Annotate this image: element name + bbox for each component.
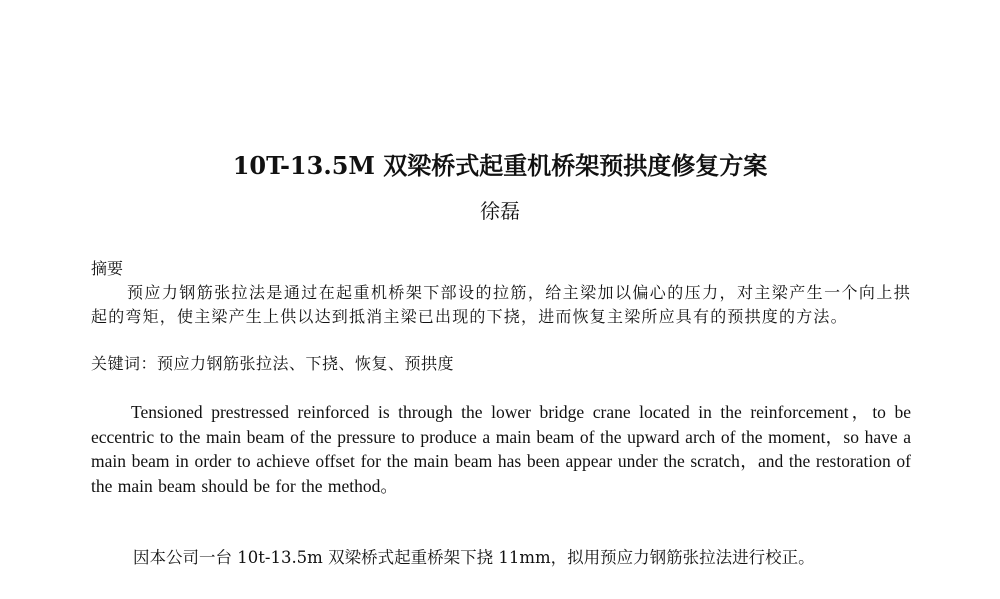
intro-paragraph: 因本公司一台 10t-13.5m 双梁桥式起重桥架下挠 11mm，拟用预应力钢筋张拉法进行校正。 — [133, 548, 815, 567]
abstract-heading: 摘要 — [91, 259, 124, 278]
english-abstract: Tensioned prestressed reinforced is through the lower bridge crane located in the reinforcement，to be eccentric to the main beam of the pressure to produce a main beam of the upward arch of the moment，so have a main beam in order to achieve offset for the main beam has been appear under the scratch，and the restoration of the main beam should be for the method。 — [91, 402, 911, 496]
keywords-line: 关键词：预应力钢筋张拉法、下挠、恢复、预拱度 — [91, 354, 455, 373]
document-title: 10T-13.5M 双梁桥式起重机桥架预拱度修复方案 — [232, 151, 768, 180]
author-name: 徐磊 — [480, 199, 520, 223]
abstract-body: 预应力钢筋张拉法是通过在起重机桥架下部设的拉筋，给主梁加以偏心的压力，对主梁产生一个向上拱起的弯矩，使主梁产生上供以达到抵消主梁已出现的下挠，进而恢复主梁所应具有的预拱度的方法。 — [91, 283, 911, 326]
